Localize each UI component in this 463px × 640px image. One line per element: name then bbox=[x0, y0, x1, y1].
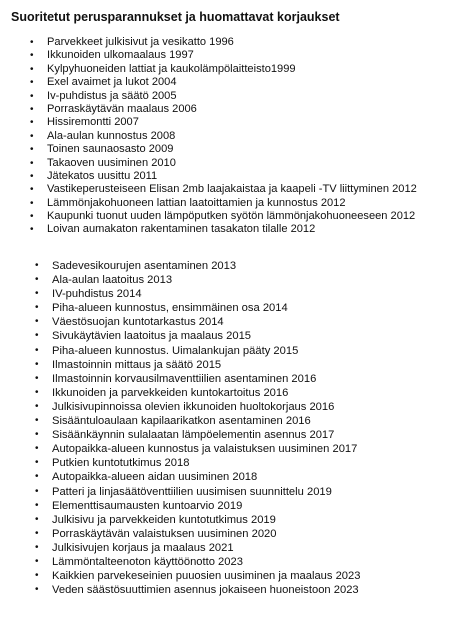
list-item-text: Piha-alueen kunnostus, ensimmäinen osa 2014 bbox=[52, 302, 288, 315]
bullet-icon: • bbox=[35, 260, 39, 271]
list-item-text: Ikkunoiden ulkomaalaus 1997 bbox=[47, 49, 194, 62]
bullet-icon: • bbox=[35, 316, 39, 328]
list-item-text: Kaupunki tuonut uuden lämpöputken syötön lämmönjakohuoneeseen 2012 bbox=[47, 210, 416, 223]
list-item-text: Toinen saunaosasto 2009 bbox=[47, 143, 174, 156]
bullet-icon: • bbox=[30, 117, 34, 129]
bullet-icon: • bbox=[30, 144, 34, 156]
bullet-icon: • bbox=[30, 103, 34, 115]
list-item-text: Kylpyhuoneiden lattiat ja kaukolämpölaitteisto1999 bbox=[47, 62, 296, 75]
list-item-text: Autopaikka-alueen kunnostus ja valaistuksen uusiminen 2017 bbox=[52, 443, 358, 456]
bullet-icon: • bbox=[30, 211, 34, 223]
bullet-icon: • bbox=[35, 570, 39, 582]
bullet-icon: • bbox=[30, 63, 34, 75]
bullet-icon: • bbox=[35, 471, 39, 483]
bullet-icon: • bbox=[35, 485, 39, 497]
list-item-text: Putkien kuntotutkimus 2018 bbox=[52, 457, 190, 470]
bullet-icon: • bbox=[30, 50, 34, 62]
bullet-icon: • bbox=[30, 224, 34, 236]
list-item-text: Jätekatos uusittu 2011 bbox=[47, 169, 158, 182]
list-item-text: Hissiremontti 2007 bbox=[47, 116, 139, 129]
list-item-text: Autopaikka-alueen aidan uusiminen 2018 bbox=[52, 471, 258, 484]
bullet-icon: • bbox=[35, 400, 39, 412]
document-title: Suoritetut perusparannukset ja huomattavat korjaukset bbox=[11, 10, 340, 24]
bullet-icon: • bbox=[35, 527, 39, 539]
list-item-text: Sadevesikourujen asentaminen 2013 bbox=[52, 260, 237, 272]
bullet-icon: • bbox=[35, 429, 39, 441]
list-item-text: Väestösuojan kuntotarkastus 2014 bbox=[52, 316, 224, 329]
bullet-icon: • bbox=[35, 541, 39, 553]
list-item-text: Lämmönjakohuoneen lattian laatoittamien ja kunnostus 2012 bbox=[47, 196, 346, 209]
list-item-text: Kaikkien parvekeseinien puuosien uusiminen ja maalaus 2023 bbox=[52, 570, 361, 583]
bullet-icon: • bbox=[30, 157, 34, 169]
list-item-text: Julkisivu ja parvekkeiden kuntotutkimus 2019 bbox=[52, 513, 276, 526]
list-item-text: Ala-aulan kunnostus 2008 bbox=[47, 129, 176, 142]
list-item-text: Sivukäytävien laatoitus ja maalaus 2015 bbox=[52, 330, 252, 343]
bullet-icon: • bbox=[30, 197, 34, 209]
bullet-icon: • bbox=[35, 386, 39, 398]
bullet-icon: • bbox=[35, 358, 39, 370]
list-item-text: Elementtisaumausten kuntoarvio 2019 bbox=[52, 499, 243, 512]
list-item-text: Ilmastoinnin korvausilmaventtiilien asentaminen 2016 bbox=[52, 372, 317, 385]
bullet-icon: • bbox=[30, 37, 34, 48]
list-item-text: Porraskäytävän maalaus 2006 bbox=[47, 102, 197, 115]
list-item-text: Vastikeperusteiseen Elisan 2mb laajakaistaa ja kaapeli -TV liittyminen 2012 bbox=[47, 183, 417, 196]
bullet-icon: • bbox=[35, 584, 39, 596]
list-item-text: Piha-alueen kunnostus. Uimalankujan pääty 2015 bbox=[52, 344, 299, 357]
list-item-text: Sisääntuloaulaan kapilaarikatkon asentaminen 2016 bbox=[52, 415, 311, 428]
list-item-text: Patteri ja linjasäätöventtiilien uusimisen suunnittelu 2019 bbox=[52, 485, 332, 498]
bullet-icon: • bbox=[35, 372, 39, 384]
list-item-text: Loivan aumakaton rakentaminen tasakaton tilalle 2012 bbox=[47, 223, 316, 236]
bullet-icon: • bbox=[35, 499, 39, 511]
bullet-icon: • bbox=[30, 170, 34, 182]
list-item-text: Lämmöntalteenoton käyttöönotto 2023 bbox=[52, 555, 243, 568]
bullet-icon: • bbox=[30, 184, 34, 196]
bullet-icon: • bbox=[35, 302, 39, 314]
bullet-icon: • bbox=[35, 288, 39, 300]
list-item-text: Veden säästösuuttimien asennus jokaiseen huoneistoon 2023 bbox=[52, 584, 359, 597]
list-item-text: Ikkunoiden ja parvekkeiden kuntokartoitus 2016 bbox=[52, 386, 289, 399]
list-item-text: Ala-aulan laatoitus 2013 bbox=[52, 274, 173, 287]
bullet-icon: • bbox=[35, 443, 39, 455]
list-item-text: Iv-puhdistus ja säätö 2005 bbox=[47, 89, 177, 102]
list-item-text: Parvekkeet julkisivut ja vesikatto 1996 bbox=[47, 36, 234, 48]
bullet-icon: • bbox=[30, 77, 34, 89]
list-item-text: IV-puhdistus 2014 bbox=[52, 288, 142, 301]
bullet-icon: • bbox=[35, 555, 39, 567]
bullet-icon: • bbox=[35, 330, 39, 342]
list-item-text: Sisäänkäynnin sulalaatan lämpöelementin asennus 2017 bbox=[52, 429, 335, 442]
list-item-text: Takaoven uusiminen 2010 bbox=[47, 156, 176, 169]
list-item-text: Exel avaimet ja lukot 2004 bbox=[47, 76, 177, 89]
bullet-icon: • bbox=[35, 457, 39, 469]
list-item-text: Julkisivujen korjaus ja maalaus 2021 bbox=[52, 541, 234, 554]
list-item-text: Julkisivupinnoissa olevien ikkunoiden huoltokorjaus 2016 bbox=[52, 400, 335, 413]
list-item-text: Porraskäytävän valaistuksen uusiminen 2020 bbox=[52, 527, 277, 540]
bullet-icon: • bbox=[30, 90, 34, 102]
bullet-icon: • bbox=[35, 513, 39, 525]
bullet-icon: • bbox=[30, 130, 34, 142]
bullet-icon: • bbox=[35, 274, 39, 286]
bullet-icon: • bbox=[35, 344, 39, 356]
list-item-text: Ilmastoinnin mittaus ja säätö 2015 bbox=[52, 358, 222, 371]
bullet-icon: • bbox=[35, 415, 39, 427]
